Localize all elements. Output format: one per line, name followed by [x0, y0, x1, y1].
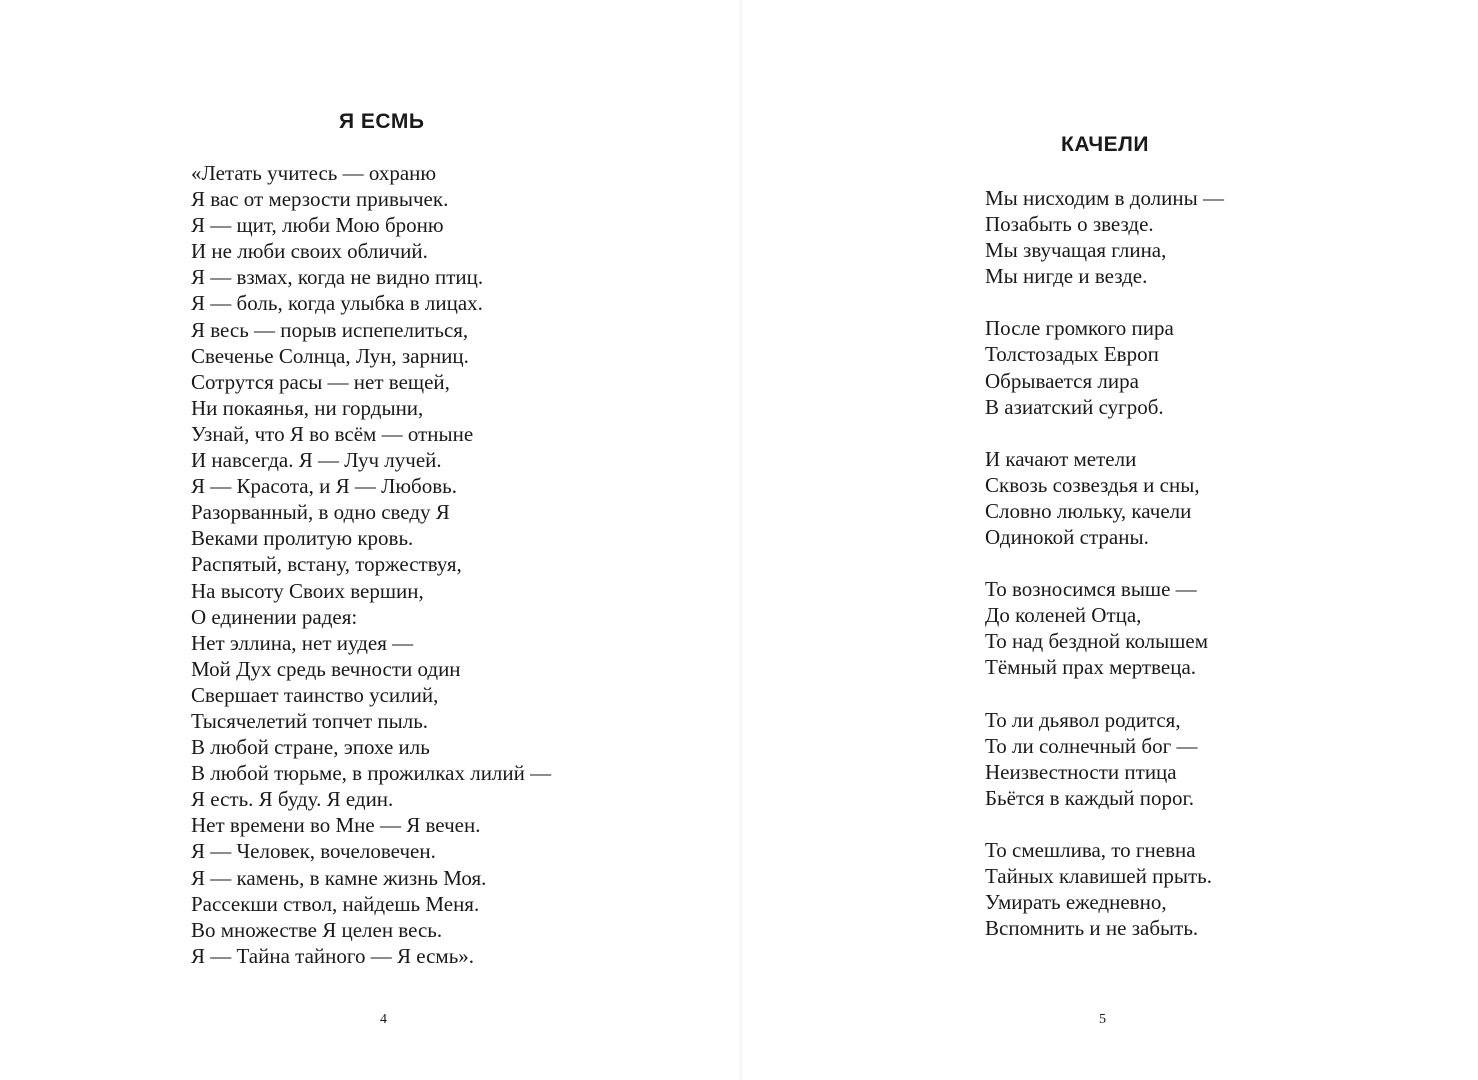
poem-line: Узнай, что Я во всём — отныне	[191, 421, 474, 446]
poem-line: На высоту Своих вершин,	[191, 578, 424, 603]
poem-line: Рассекши ствол, найдешь Меня.	[191, 891, 480, 916]
poem-line: Мой Дух средь вечности один	[191, 656, 461, 681]
poem-line: Я — Человек, вочеловечен.	[191, 839, 436, 864]
poem-line: И навсегда. Я — Луч лучей.	[191, 448, 442, 473]
stanza	[985, 707, 1224, 811]
page-number-left: 4	[380, 1012, 387, 1027]
stanza	[985, 446, 1224, 550]
poem-line: Толстозадых Европ	[985, 342, 1159, 367]
poem-kacheli	[985, 185, 1224, 967]
poem-line: Я — взмах, когда не видно птиц.	[191, 265, 484, 290]
stanza	[985, 837, 1224, 941]
poem-line: Разорванный, в одно сведу Я	[191, 500, 450, 525]
poem-line: Сквозь созвездья и сны,	[985, 472, 1200, 497]
poem-line: Бьётся в каждый порог.	[985, 785, 1195, 810]
poem-line: О единении радея:	[191, 604, 358, 629]
poem-line: После громкого пира	[985, 316, 1174, 341]
poem-line: Вспомнить и не забыть.	[985, 916, 1199, 941]
poem-line: Свершает таинство усилий,	[191, 682, 439, 707]
poem-title-kacheli: КАЧЕЛИ	[1061, 133, 1149, 156]
poem-line: Обрывается лира	[985, 368, 1139, 393]
poem-line: Я весь — порыв испепелиться,	[191, 317, 469, 342]
stanza	[985, 185, 1224, 289]
page-number-right: 5	[1099, 1012, 1106, 1027]
poem-line: Нет эллина, нет иудея —	[191, 630, 414, 655]
poem-line: Сотрутся расы — нет вещей,	[191, 369, 450, 394]
poem-line: И качают метели	[985, 446, 1137, 471]
poem-line: Я — камень, в камне жизнь Моя.	[191, 865, 487, 890]
poem-line: Мы звучащая глина,	[985, 238, 1167, 263]
poem-line: «Летать учитесь — охраню	[191, 161, 437, 185]
poem-line: В любой тюрьме, в прожилках лилий —	[191, 761, 552, 786]
poem-line: Нет времени во Мне — Я вечен.	[191, 813, 481, 838]
poem-line: Тайных клавишей прыть.	[985, 863, 1212, 888]
poem-line: Распятый, встану, торжествуя,	[191, 552, 462, 577]
poem-line: Одинокой страны.	[985, 525, 1149, 550]
poem-line: Умирать ежедневно,	[985, 890, 1167, 915]
poem-line: Я есть. Я буду. Я един.	[191, 787, 394, 812]
poem-line: Ни покаянья, ни гордыни,	[191, 395, 424, 420]
poem-line: Тысячелетий топчет пыль.	[191, 708, 429, 733]
poem-line: То ли солнечный бог —	[985, 733, 1198, 758]
poem-line: Позабыть о звезде.	[985, 212, 1154, 237]
poem-line: Я вас от мерзости привычек.	[191, 187, 449, 212]
poem-line: Тёмный прах мертвеца.	[985, 655, 1197, 680]
right-page	[739, 0, 1478, 1080]
poem-line: Во множестве Я целен весь.	[191, 917, 443, 942]
stanza	[985, 315, 1224, 419]
stanza	[985, 576, 1224, 680]
poem-line: До коленей Отца,	[985, 603, 1142, 628]
poem-line: В любой стране, эпохе иль	[191, 735, 430, 760]
poem-line: То смешлива, то гневна	[985, 837, 1196, 862]
poem-line: Свеченье Солнца, Лун, зарниц.	[191, 343, 469, 368]
poem-line: Мы нисходим в долины —	[985, 186, 1224, 210]
poem-title-ya-esm: Я ЕСМЬ	[339, 110, 425, 133]
poem-line: И не люби своих обличий.	[191, 239, 428, 264]
poem-line: Я — боль, когда улыбка в лицах.	[191, 291, 483, 316]
poem-ya-esm	[191, 160, 551, 969]
poem-line: В азиатский сугроб.	[985, 394, 1164, 419]
poem-line: Веками пролитую кровь.	[191, 526, 414, 551]
poem-line: Я — щит, люби Мою броню	[191, 213, 444, 238]
gutter-shadow	[739, 0, 745, 1080]
poem-line: Я — Красота, и Я — Любовь.	[191, 474, 457, 499]
poem-line: Мы нигде и везде.	[985, 264, 1148, 289]
poem-line: То возносимся выше —	[985, 577, 1197, 602]
poem-line: Неизвестности птица	[985, 759, 1177, 784]
poem-line: То ли дьявол родится,	[985, 707, 1181, 732]
poem-line: Я — Тайна тайного — Я есмь».	[191, 943, 475, 968]
poem-line: То над бездной колышем	[985, 629, 1209, 654]
poem-line: Словно люльку, качели	[985, 498, 1192, 523]
